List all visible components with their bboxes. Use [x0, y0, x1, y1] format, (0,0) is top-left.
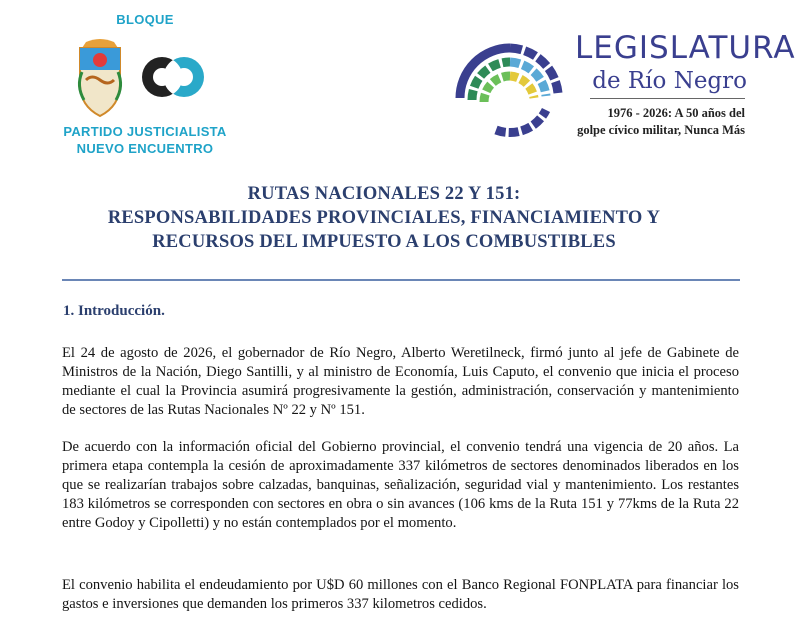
bloque-header: [40, 8, 250, 158]
title-divider: [62, 279, 740, 281]
paragraph-3: El convenio habilita el endeudamiento por U$D 60 millones con el Banco Regional FONPLATA para financiar los gastos e inversiones que demanden los primeros 337 kilometros cedidos.: [62, 577, 739, 612]
legislatura-header: [450, 30, 796, 160]
title-line1: RUTAS NACIONALES 22 Y 151:: [247, 184, 521, 204]
legislatura-subtitle: de Río Negro: [592, 68, 747, 94]
section-heading: 1. Introducción.: [63, 303, 165, 319]
header-divider: [590, 98, 745, 99]
title-line3: RECURSOS DEL IMPUESTO A LOS COMBUSTIBLES: [152, 232, 616, 252]
nuevo-encuentro-logo-icon: [138, 52, 208, 102]
legislatura-emblem-icon: [450, 38, 568, 138]
paragraph-2: De acuerdo con la información oficial del Gobierno provincial, el convenio tendrá una vigencia de 20 años. La primera etapa contempla la cesión de aproximadamente 337 kilómetros de sectores denominados liberados en los que se realizarían trabajos sobre calzadas, banquinas, señalización, seguridad vial y mantenimiento. Los restantes 183 kilómetros se corresponden con sectores en obra o sin avances (106 kms de la Ruta 151 y 77kms de la Ruta 22 entre Godoy y Cipolletti) y no están contemplados por el momento.: [62, 439, 739, 531]
bloque-label: BLOQUE: [116, 12, 174, 27]
title-line2: RESPONSABILIDADES PROVINCIALES, FINANCIAMIENTO Y: [107, 208, 661, 228]
party-name-line2: NUEVO ENCUENTRO: [76, 141, 214, 156]
document-title: [40, 182, 728, 254]
party-name-line1: PARTIDO JUSTICIALISTA: [63, 124, 227, 139]
caption-line2: golpe cívico militar, Nunca Más: [577, 123, 745, 137]
party-emblem-icon: [72, 36, 128, 118]
caption-line1: 1976 - 2026: A 50 años del: [607, 106, 745, 120]
legislatura-title: LEGISLATURA: [575, 30, 796, 66]
paragraph-1: El 24 de agosto de 2026, el gobernador de Río Negro, Alberto Weretilneck, firmó junto al jefe de Gabinete de Ministros de la Nación, Diego Santilli, y al ministro de Economía, Luis Caputo, el convenio que inicia el proceso mediante el cual la Provincia asumirá progresivamente la gestión, administración, conservación y mantenimiento de sectores de las Rutas Nacionales Nº 22 y Nº 151.: [62, 345, 739, 418]
legislatura-caption: [555, 105, 745, 139]
